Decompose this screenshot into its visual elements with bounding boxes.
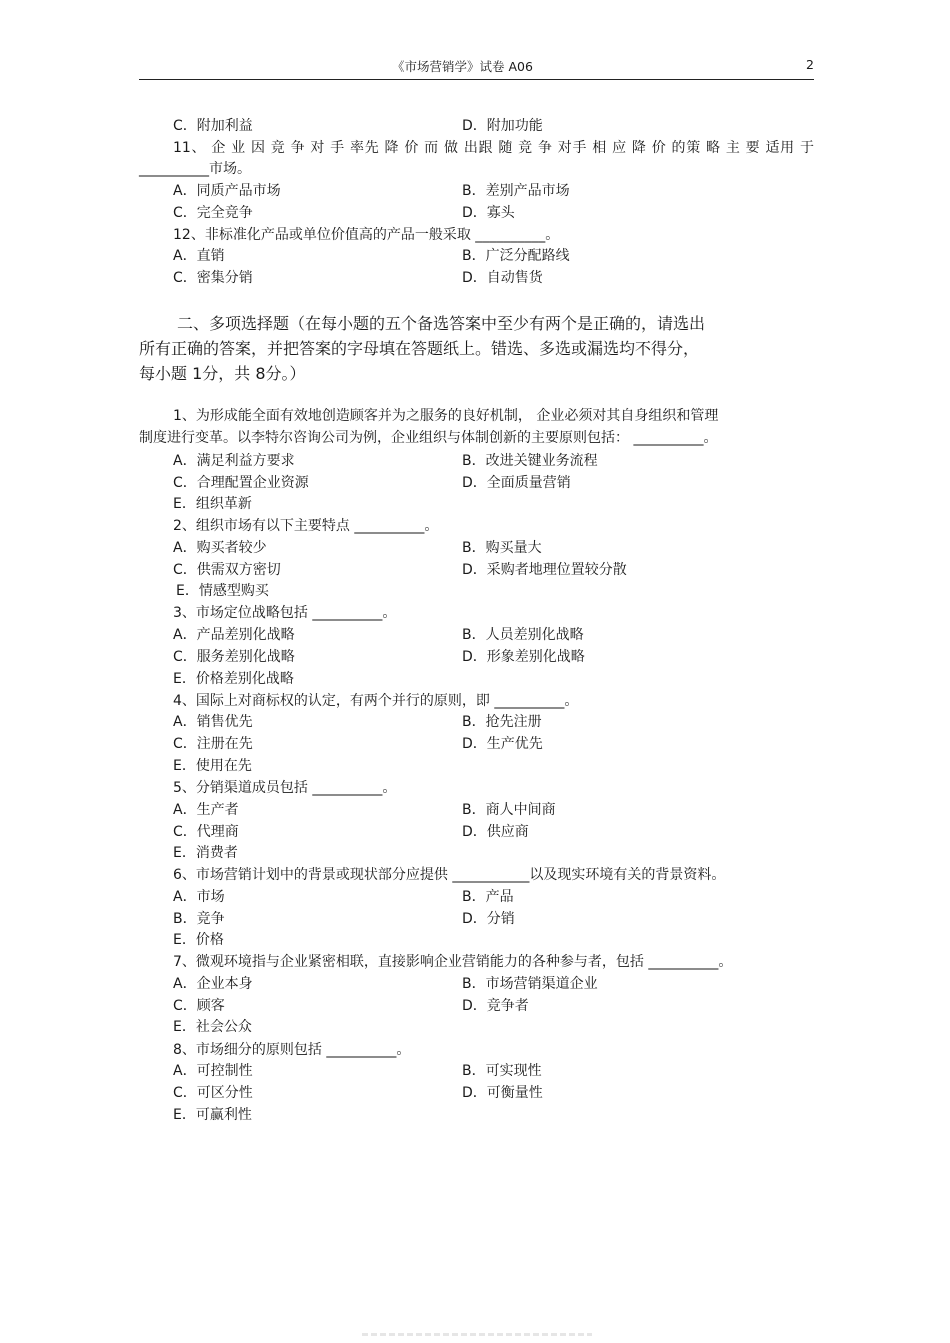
question-8-option-c: C．可区分性	[173, 1085, 253, 1101]
question-12-option-a: A．直销	[173, 248, 225, 264]
question-1-option-c: C．合理配置企业资源	[173, 475, 309, 491]
question-7-option-c: C．顾客	[173, 998, 225, 1014]
question-5-option-b: B．商人中间商	[462, 802, 556, 818]
question-4-text: 4、国际上对商标权的认定，有两个并行的原则，即 __________。	[173, 693, 579, 709]
section-heading-line3: 每小题 1分，共 8分。）	[139, 364, 306, 383]
question-11-text-cont: __________市场。	[139, 161, 251, 177]
question-8-option-d: D．可衡量性	[462, 1085, 543, 1101]
question-8-option-e: E．可赢利性	[173, 1107, 252, 1123]
question-11-text: 11、 企 业 因 竞 争 对 手 率先 降 价 而 做 出跟 随 竞 争 对手 相 应 降 价 的策 略 主 要 适用 于	[173, 140, 814, 156]
question-5-option-c: C．代理商	[173, 824, 239, 840]
question-6-option-e: E．价格	[173, 932, 224, 948]
question-8-option-b: B．可实现性	[462, 1063, 542, 1079]
question-12-option-b: B．广泛分配路线	[462, 248, 570, 264]
question-12-option-d: D．自动售货	[462, 270, 543, 286]
question-4-option-e: E．使用在先	[173, 758, 252, 774]
question-3-option-c: C．服务差别化战略	[173, 649, 295, 665]
question-12-option-c: C．密集分销	[173, 270, 253, 286]
question-4-option-b: B．抢先注册	[462, 714, 542, 730]
question-5-text: 5、分销渠道成员包括 __________。	[173, 780, 397, 796]
question-1-option-d: D．全面质量营销	[462, 475, 571, 491]
question-11-option-b: B．差别产品市场	[462, 183, 570, 199]
question-1-text-cont: 制度进行变革。以李特尔咨询公司为例，企业组织与体制创新的主要原则包括： __________。	[139, 430, 718, 446]
option-d: D．附加功能	[462, 118, 543, 134]
question-7-option-a: A．企业本身	[173, 976, 253, 992]
option-c: C．附加利益	[173, 118, 253, 134]
question-4-option-c: C．注册在先	[173, 736, 253, 752]
question-6-text: 6、市场营销计划中的背景或现状部分应提供 ___________以及现实环境有关的背景资料。	[173, 867, 726, 883]
question-2-option-b: B．购买量大	[462, 540, 542, 556]
footer-watermark	[362, 1333, 592, 1336]
question-7-option-b: B．市场营销渠道企业	[462, 976, 598, 992]
question-1-option-e: E．组织革新	[173, 496, 252, 512]
question-11-option-a: A．同质产品市场	[173, 183, 281, 199]
question-7-text: 7、微观环境指与企业紧密相联，直接影响企业营销能力的各种参与者，包括 __________。	[173, 954, 733, 970]
question-7-option-d: D．竞争者	[462, 998, 529, 1014]
question-2-option-e: E．情感型购买	[176, 583, 269, 599]
question-2-text: 2、组织市场有以下主要特点 __________。	[173, 518, 439, 534]
question-2-option-d: D．采购者地理位置较分散	[462, 562, 627, 578]
question-5-option-e: E．消费者	[173, 845, 238, 861]
section-heading: 二、多项选择题（在每小题的五个备选答案中至少有两个是正确的，请选出	[177, 314, 706, 333]
question-3-text: 3、市场定位战略包括 __________。	[173, 605, 397, 621]
question-1-option-b: B．改进关键业务流程	[462, 453, 598, 469]
question-5-option-d: D．供应商	[462, 824, 529, 840]
question-8-text: 8、市场细分的原则包括 __________。	[173, 1042, 411, 1058]
question-3-option-b: B．人员差别化战略	[462, 627, 584, 643]
question-11-option-d: D．寡头	[462, 205, 515, 221]
question-1-option-a: A．满足利益方要求	[173, 453, 295, 469]
page-header-title: 《市场营销学》试卷 A06	[392, 59, 533, 74]
question-3-option-d: D．形象差别化战略	[462, 649, 585, 665]
question-7-option-e: E．社会公众	[173, 1019, 252, 1035]
question-8-option-a: A．可控制性	[173, 1063, 253, 1079]
question-12-text: 12、非标准化产品或单位价值高的产品一般采取 __________。	[173, 227, 560, 243]
question-3-option-a: A．产品差别化战略	[173, 627, 295, 643]
question-4-option-a: A．销售优先	[173, 714, 253, 730]
question-4-option-d: D．生产优先	[462, 736, 543, 752]
question-6-option-b: B．产品	[462, 889, 514, 905]
question-2-option-a: A．购买者较少	[173, 540, 267, 556]
question-6-option-d: D．分销	[462, 911, 515, 927]
question-6-option-a: A．市场	[173, 889, 225, 905]
header-divider	[139, 79, 814, 80]
question-3-option-e: E．价格差别化战略	[173, 671, 294, 687]
question-5-option-a: A．生产者	[173, 802, 239, 818]
page-number: 2	[806, 57, 814, 72]
question-2-option-c: C．供需双方密切	[173, 562, 281, 578]
question-1-text: 1、为形成能全面有效地创造顾客并为之服务的良好机制， 企业必须对其自身组织和管理	[173, 408, 719, 424]
section-heading-line2: 所有正确的答案，并把答案的字母填在答题纸上。错选、多选或漏选均不得分，	[139, 339, 700, 358]
question-6-option-c: B．竞争	[173, 911, 225, 927]
question-11-option-c: C．完全竞争	[173, 205, 253, 221]
